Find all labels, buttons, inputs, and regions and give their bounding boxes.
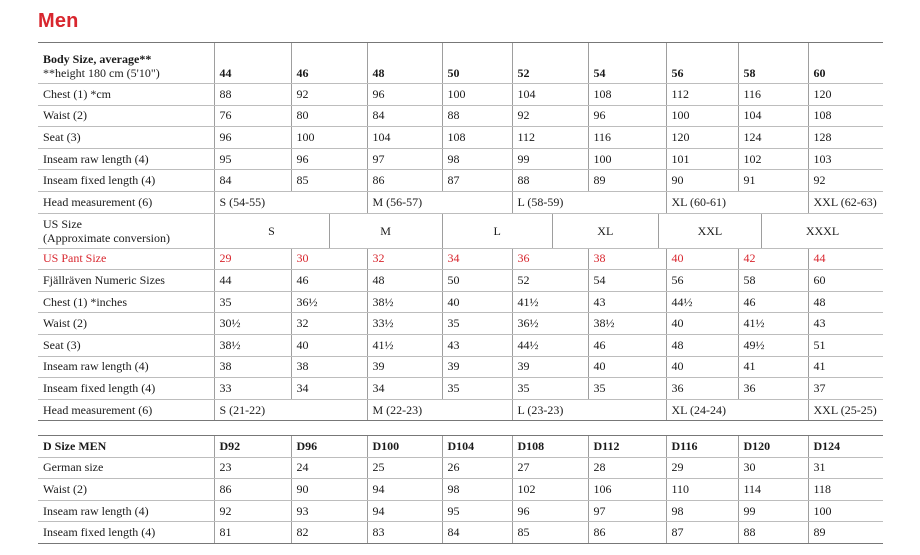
table-cell: 83 bbox=[367, 522, 442, 544]
table-cell: 97 bbox=[588, 500, 666, 522]
table-cell: 102 bbox=[738, 148, 808, 170]
table-cell: 99 bbox=[738, 500, 808, 522]
table-cell: 58 bbox=[738, 270, 808, 292]
table-cell: 118 bbox=[808, 479, 883, 501]
table-cell: 102 bbox=[512, 479, 588, 501]
size-header: D96 bbox=[291, 436, 367, 458]
head-value: S (21-22) bbox=[214, 399, 367, 421]
table-cell: 24 bbox=[291, 457, 367, 479]
table-cell: 89 bbox=[808, 522, 883, 544]
table-cell: 85 bbox=[291, 170, 367, 192]
table-cell: 38½ bbox=[367, 291, 442, 313]
size-header: 48 bbox=[367, 43, 442, 84]
us-size-value: L bbox=[442, 214, 552, 248]
table-cell: 40 bbox=[666, 356, 738, 378]
table-cell: 86 bbox=[588, 522, 666, 544]
table-cell: 100 bbox=[666, 105, 738, 127]
table-cell: 54 bbox=[588, 270, 666, 292]
table-cell: 30 bbox=[738, 457, 808, 479]
table-row bbox=[38, 291, 883, 313]
table-cell: 98 bbox=[442, 479, 512, 501]
table-cell: 41 bbox=[808, 356, 883, 378]
table-cell: 33 bbox=[214, 378, 291, 400]
table-row bbox=[38, 148, 883, 170]
table-cell: 84 bbox=[214, 170, 291, 192]
table-cell: 87 bbox=[442, 170, 512, 192]
us-size-note: (Approximate conversion) bbox=[43, 230, 170, 245]
size-header: D92 bbox=[214, 436, 291, 458]
table-cell: 35 bbox=[442, 378, 512, 400]
table-cell: 46 bbox=[738, 291, 808, 313]
table-cell: 103 bbox=[808, 148, 883, 170]
table-cell: 29 bbox=[666, 457, 738, 479]
table-cell: 48 bbox=[808, 291, 883, 313]
table-cell: 88 bbox=[738, 522, 808, 544]
size-header: 58 bbox=[738, 43, 808, 84]
row-label: Inseam fixed length (4) bbox=[38, 170, 214, 192]
row-label: German size bbox=[38, 457, 214, 479]
table-cell: 38½ bbox=[588, 313, 666, 335]
us-size-label: US Size bbox=[43, 216, 82, 231]
table-cell: 30½ bbox=[214, 313, 291, 335]
table-cell: 43 bbox=[588, 291, 666, 313]
us-size-value: S bbox=[268, 223, 275, 238]
table-cell: 43 bbox=[442, 334, 512, 356]
table-cell: 35 bbox=[442, 313, 512, 335]
table-row bbox=[38, 105, 883, 127]
table-cell: 36 bbox=[666, 378, 738, 400]
size-header: 50 bbox=[442, 43, 512, 84]
table-cell: 82 bbox=[291, 522, 367, 544]
row-label: US Pant Size bbox=[38, 248, 214, 270]
table-cell: 39 bbox=[512, 356, 588, 378]
row-label: Chest (1) *inches bbox=[38, 291, 214, 313]
row-label: Seat (3) bbox=[38, 127, 214, 149]
size-header: D108 bbox=[512, 436, 588, 458]
table-cell: 44 bbox=[214, 270, 291, 292]
table-cell: 23 bbox=[214, 457, 291, 479]
head-value: S (54-55) bbox=[214, 191, 367, 213]
table-cell: 37 bbox=[808, 378, 883, 400]
table-row bbox=[38, 170, 883, 192]
table-cell: 100 bbox=[808, 500, 883, 522]
size-header: D104 bbox=[442, 436, 512, 458]
table-cell: 98 bbox=[666, 500, 738, 522]
table-row bbox=[38, 356, 883, 378]
table-cell: 34 bbox=[442, 248, 512, 270]
size-header: 44 bbox=[214, 43, 291, 84]
table-cell: 112 bbox=[666, 84, 738, 106]
us-size-value: M bbox=[329, 214, 442, 248]
table-cell: 95 bbox=[442, 500, 512, 522]
table-cell: 28 bbox=[588, 457, 666, 479]
table-cell: 88 bbox=[214, 84, 291, 106]
table-cell: 56 bbox=[666, 270, 738, 292]
table-cell: 40 bbox=[666, 313, 738, 335]
table-cell: 97 bbox=[367, 148, 442, 170]
table-cell: 44½ bbox=[666, 291, 738, 313]
table-cell: 90 bbox=[666, 170, 738, 192]
row-label: Inseam raw length (4) bbox=[38, 500, 214, 522]
table-cell: 41½ bbox=[367, 334, 442, 356]
table-row bbox=[38, 127, 883, 149]
d-size-header-row bbox=[38, 436, 883, 458]
table-cell: 114 bbox=[738, 479, 808, 501]
table-row bbox=[38, 522, 883, 544]
row-label bbox=[38, 43, 214, 84]
table-cell: 32 bbox=[291, 313, 367, 335]
body-size-header: Body Size, average** bbox=[43, 52, 152, 66]
table-cell: 128 bbox=[808, 127, 883, 149]
table-cell: 33½ bbox=[367, 313, 442, 335]
head-value: XL (60-61) bbox=[666, 191, 808, 213]
table-cell: 86 bbox=[214, 479, 291, 501]
table-cell: 27 bbox=[512, 457, 588, 479]
table-cell: 96 bbox=[367, 84, 442, 106]
height-note: **height 180 cm (5'10") bbox=[43, 66, 160, 80]
size-chart-table bbox=[38, 42, 883, 421]
table-cell: 98 bbox=[442, 148, 512, 170]
size-header: D120 bbox=[738, 436, 808, 458]
row-label: Head measurement (6) bbox=[38, 399, 214, 421]
table-cell: 48 bbox=[367, 270, 442, 292]
table-cell: 40 bbox=[442, 291, 512, 313]
table-cell: 120 bbox=[666, 127, 738, 149]
us-size-value: XXL bbox=[658, 214, 761, 248]
table-cell: 101 bbox=[666, 148, 738, 170]
table-cell: 89 bbox=[588, 170, 666, 192]
table-cell: 38½ bbox=[214, 334, 291, 356]
table-cell: 92 bbox=[291, 84, 367, 106]
table-cell: 116 bbox=[738, 84, 808, 106]
table-cell: 38 bbox=[291, 356, 367, 378]
table-row bbox=[38, 399, 883, 421]
row-label: Chest (1) *cm bbox=[38, 84, 214, 106]
table-cell: 38 bbox=[214, 356, 291, 378]
table-cell: 31 bbox=[808, 457, 883, 479]
row-label: Inseam raw length (4) bbox=[38, 148, 214, 170]
head-value: XXL (62-63) bbox=[808, 191, 883, 213]
size-header: D124 bbox=[808, 436, 883, 458]
table-cell: 39 bbox=[367, 356, 442, 378]
table-row bbox=[38, 334, 883, 356]
table-cell: 108 bbox=[442, 127, 512, 149]
table-row bbox=[38, 457, 883, 479]
size-header: D100 bbox=[367, 436, 442, 458]
table-cell: 108 bbox=[808, 105, 883, 127]
row-label: Inseam fixed length (4) bbox=[38, 378, 214, 400]
table-cell: 99 bbox=[512, 148, 588, 170]
table-row bbox=[38, 191, 883, 213]
table-cell: 36½ bbox=[512, 313, 588, 335]
table-row bbox=[38, 500, 883, 522]
table-row bbox=[38, 479, 883, 501]
size-header: 56 bbox=[666, 43, 738, 84]
table-cell: 84 bbox=[442, 522, 512, 544]
table-cell: 44½ bbox=[512, 334, 588, 356]
table-cell: 41½ bbox=[738, 313, 808, 335]
head-value: XXL (25-25) bbox=[808, 399, 883, 421]
table-cell: 30 bbox=[291, 248, 367, 270]
table-cell: 96 bbox=[291, 148, 367, 170]
table-cell: 92 bbox=[214, 500, 291, 522]
table-row bbox=[38, 84, 883, 106]
table-cell: 104 bbox=[512, 84, 588, 106]
table-cell: 112 bbox=[512, 127, 588, 149]
table-cell: 96 bbox=[214, 127, 291, 149]
table-cell: 41½ bbox=[512, 291, 588, 313]
table-cell: 93 bbox=[291, 500, 367, 522]
row-label: Waist (2) bbox=[38, 479, 214, 501]
table-cell: 94 bbox=[367, 479, 442, 501]
us-size-row bbox=[38, 213, 883, 248]
size-header: 60 bbox=[808, 43, 883, 84]
size-header: D116 bbox=[666, 436, 738, 458]
table-cell: 36½ bbox=[291, 291, 367, 313]
table-cell: 44 bbox=[808, 248, 883, 270]
table-cell: 51 bbox=[808, 334, 883, 356]
page-title: Men bbox=[38, 10, 79, 32]
table-cell: 40 bbox=[666, 248, 738, 270]
row-label: Head measurement (6) bbox=[38, 191, 214, 213]
size-header: 46 bbox=[291, 43, 367, 84]
table-cell: 120 bbox=[808, 84, 883, 106]
table-cell: 100 bbox=[588, 148, 666, 170]
table-cell: 50 bbox=[442, 270, 512, 292]
table-cell: 100 bbox=[442, 84, 512, 106]
table-cell: 94 bbox=[367, 500, 442, 522]
table-cell: 86 bbox=[367, 170, 442, 192]
table-cell: 48 bbox=[666, 334, 738, 356]
table-row bbox=[38, 270, 883, 292]
table-cell: 25 bbox=[367, 457, 442, 479]
table-cell: 34 bbox=[291, 378, 367, 400]
table-cell: 100 bbox=[291, 127, 367, 149]
table-cell: 40 bbox=[291, 334, 367, 356]
table-cell: 35 bbox=[588, 378, 666, 400]
row-label: Inseam fixed length (4) bbox=[38, 522, 214, 544]
table-cell: 42 bbox=[738, 248, 808, 270]
table-cell: 84 bbox=[367, 105, 442, 127]
table-cell: 116 bbox=[588, 127, 666, 149]
table-cell: 106 bbox=[588, 479, 666, 501]
us-size-group bbox=[214, 213, 883, 248]
size-header: 52 bbox=[512, 43, 588, 84]
us-pant-row bbox=[38, 248, 883, 270]
table-cell: 36 bbox=[738, 378, 808, 400]
table-row bbox=[38, 378, 883, 400]
row-label: Fjällräven Numeric Sizes bbox=[38, 270, 214, 292]
table-cell: 32 bbox=[367, 248, 442, 270]
header-row bbox=[38, 43, 883, 84]
d-size-table bbox=[38, 435, 883, 544]
table-cell: 26 bbox=[442, 457, 512, 479]
table-cell: 43 bbox=[808, 313, 883, 335]
size-header: 54 bbox=[588, 43, 666, 84]
d-size-header: D Size MEN bbox=[38, 436, 214, 458]
table-cell: 38 bbox=[588, 248, 666, 270]
row-label: Seat (3) bbox=[38, 334, 214, 356]
table-cell: 108 bbox=[588, 84, 666, 106]
table-cell: 95 bbox=[214, 148, 291, 170]
head-value: L (58-59) bbox=[512, 191, 666, 213]
table-cell: 49½ bbox=[738, 334, 808, 356]
table-cell: 110 bbox=[666, 479, 738, 501]
table-cell: 90 bbox=[291, 479, 367, 501]
table-cell: 46 bbox=[588, 334, 666, 356]
table-cell: 76 bbox=[214, 105, 291, 127]
table-cell: 52 bbox=[512, 270, 588, 292]
table-cell: 88 bbox=[442, 105, 512, 127]
table-cell: 92 bbox=[808, 170, 883, 192]
head-value: L (23-23) bbox=[512, 399, 666, 421]
table-cell: 40 bbox=[588, 356, 666, 378]
table-cell: 92 bbox=[512, 105, 588, 127]
head-value: XL (24-24) bbox=[666, 399, 808, 421]
size-header: D112 bbox=[588, 436, 666, 458]
table-cell: 29 bbox=[214, 248, 291, 270]
table-cell: 80 bbox=[291, 105, 367, 127]
table-cell: 60 bbox=[808, 270, 883, 292]
us-size-value: XXXL bbox=[761, 214, 883, 248]
table-cell: 104 bbox=[367, 127, 442, 149]
row-label: Waist (2) bbox=[38, 313, 214, 335]
us-size-value: XL bbox=[552, 214, 658, 248]
table-cell: 36 bbox=[512, 248, 588, 270]
table-cell: 41 bbox=[738, 356, 808, 378]
table-cell: 85 bbox=[512, 522, 588, 544]
row-label: Waist (2) bbox=[38, 105, 214, 127]
table-cell: 34 bbox=[367, 378, 442, 400]
table-cell: 81 bbox=[214, 522, 291, 544]
head-value: M (22-23) bbox=[367, 399, 512, 421]
table-cell: 96 bbox=[512, 500, 588, 522]
table-cell: 96 bbox=[588, 105, 666, 127]
table-cell: 87 bbox=[666, 522, 738, 544]
table-cell: 104 bbox=[738, 105, 808, 127]
row-label: Inseam raw length (4) bbox=[38, 356, 214, 378]
row-label bbox=[38, 213, 214, 248]
head-value: M (56-57) bbox=[367, 191, 512, 213]
table-cell: 46 bbox=[291, 270, 367, 292]
table-cell: 91 bbox=[738, 170, 808, 192]
table-cell: 88 bbox=[512, 170, 588, 192]
table-row bbox=[38, 313, 883, 335]
table-cell: 39 bbox=[442, 356, 512, 378]
table-cell: 35 bbox=[512, 378, 588, 400]
table-cell: 124 bbox=[738, 127, 808, 149]
table-cell: 35 bbox=[214, 291, 291, 313]
